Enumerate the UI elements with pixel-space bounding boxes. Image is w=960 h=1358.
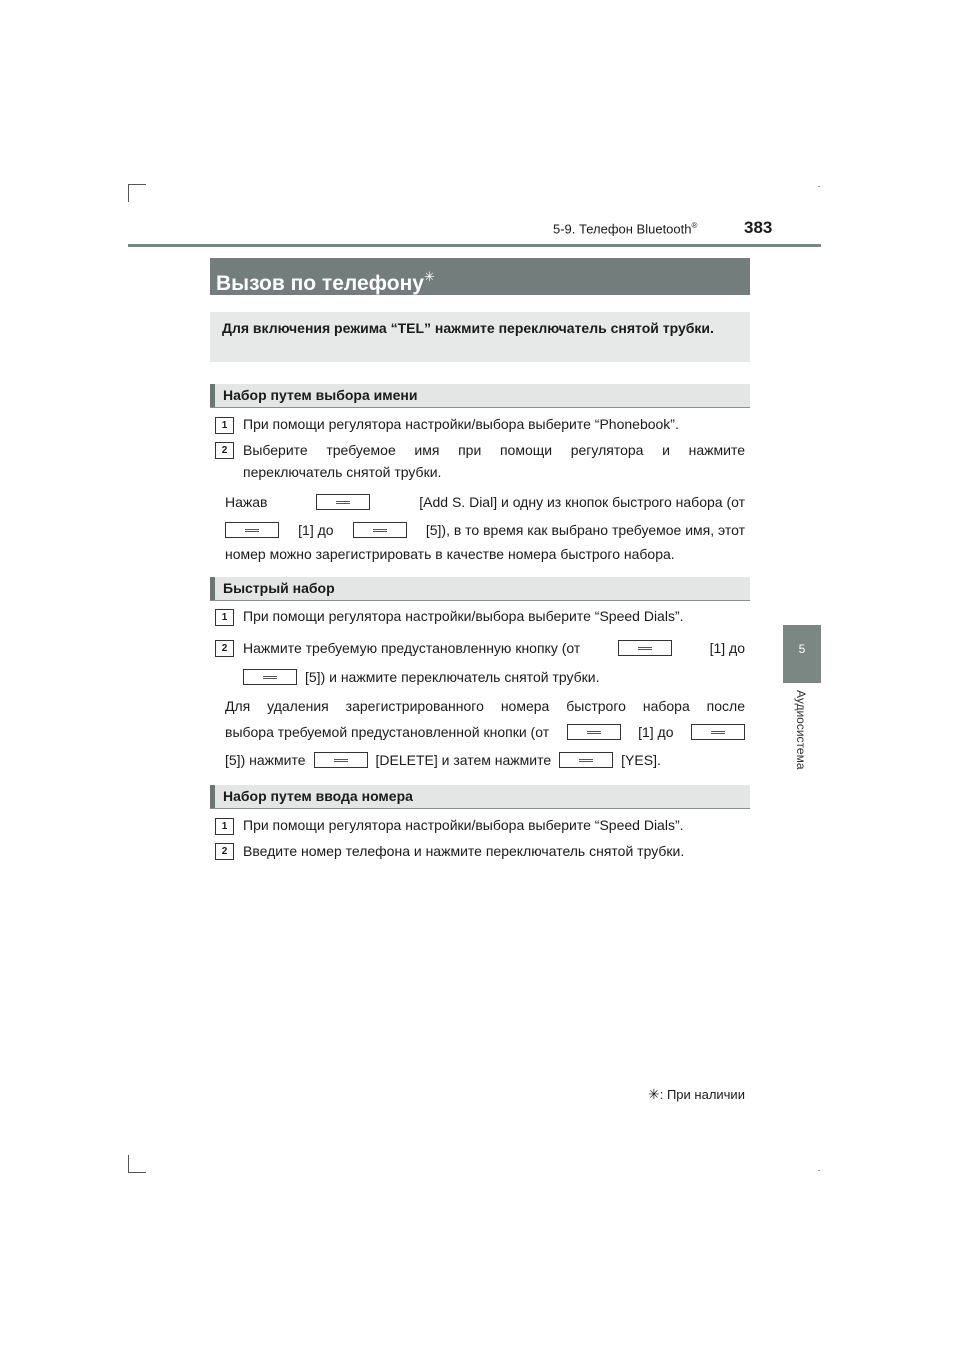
- preset-5-button-icon: [243, 669, 297, 685]
- crop-mark: [128, 184, 146, 185]
- crop-mark: [818, 186, 820, 187]
- preset-1-button-icon: [225, 522, 279, 538]
- step-text: При помощи регулятора настройки/выбора выберите “Speed Dials”.: [243, 817, 684, 833]
- footnote: ✳: При наличии: [648, 1086, 745, 1102]
- preset-1-button-icon: [567, 724, 621, 740]
- step-text: При помощи регулятора настройки/выбора выберите “Speed Dials”.: [243, 608, 684, 624]
- page-title: [210, 258, 750, 295]
- step-number: 2: [215, 442, 234, 459]
- section-heading: Быстрый набор: [210, 577, 750, 601]
- note-line: Нажав [Add S. Dial] и одну из кнопок быстрого набора (от: [225, 494, 745, 510]
- preset-1-button-icon: [618, 640, 672, 656]
- step-text: [5]) и нажмите переключатель снятой трубки.: [243, 667, 600, 687]
- step-number: 2: [215, 640, 234, 657]
- intro-note: Для включения режима “TEL” нажмите переключатель снятой трубки.: [210, 312, 750, 362]
- step-number: 1: [215, 609, 234, 626]
- note-line: Для удаления зарегистрированного номера быстрого набора после: [225, 698, 745, 714]
- chapter-tab: 5: [783, 625, 821, 683]
- section-heading: Набор путем ввода номера: [210, 785, 750, 809]
- preset-5-button-icon: [353, 522, 407, 538]
- step-text: Введите номер телефона и нажмите переключатель снятой трубки.: [243, 843, 685, 859]
- note-line: номер можно зарегистрировать в качестве номера быстрого набора.: [225, 546, 675, 562]
- yes-button-icon: [559, 752, 613, 768]
- step-text: Выберите требуемое имя при помощи регулятора и нажмите: [243, 442, 745, 458]
- note-line: выбора требуемой предустановленной кнопки (от [1] до: [225, 722, 745, 742]
- delete-button-icon: [314, 752, 368, 768]
- step-text: При помощи регулятора настройки/выбора выберите “Phonebook”.: [243, 416, 679, 432]
- header-rule: [128, 244, 821, 247]
- crop-mark: [128, 1155, 129, 1173]
- add-s-dial-button-icon: [316, 494, 370, 510]
- section-reference: 5-9. Телефон Bluetooth®: [553, 221, 698, 237]
- step-number: 2: [215, 843, 234, 860]
- crop-mark: [818, 1170, 820, 1171]
- crop-mark: [128, 184, 129, 202]
- crop-mark: [128, 1172, 146, 1173]
- step-text: Нажмите требуемую предустановленную кнопку (от [1] до: [243, 640, 745, 656]
- asterisk-icon: ✳: [423, 269, 435, 284]
- asterisk-icon: ✳: [648, 1086, 660, 1102]
- chapter-label: Аудиосистема: [794, 690, 808, 770]
- section-heading: Набор путем выбора имени: [210, 384, 750, 408]
- note-line: [1] до [5]), в то время как выбрано требуемое имя, этот: [225, 520, 745, 540]
- preset-5-button-icon: [691, 724, 745, 740]
- page-number: 383: [744, 218, 773, 237]
- step-text: переключатель снятой трубки.: [243, 464, 442, 480]
- step-number: 1: [215, 417, 234, 434]
- step-number: 1: [215, 818, 234, 835]
- page-title-text: Вызов по телефону: [216, 272, 424, 295]
- note-line: [5]) нажмите [DELETE] и затем нажмите [YES].: [225, 752, 661, 768]
